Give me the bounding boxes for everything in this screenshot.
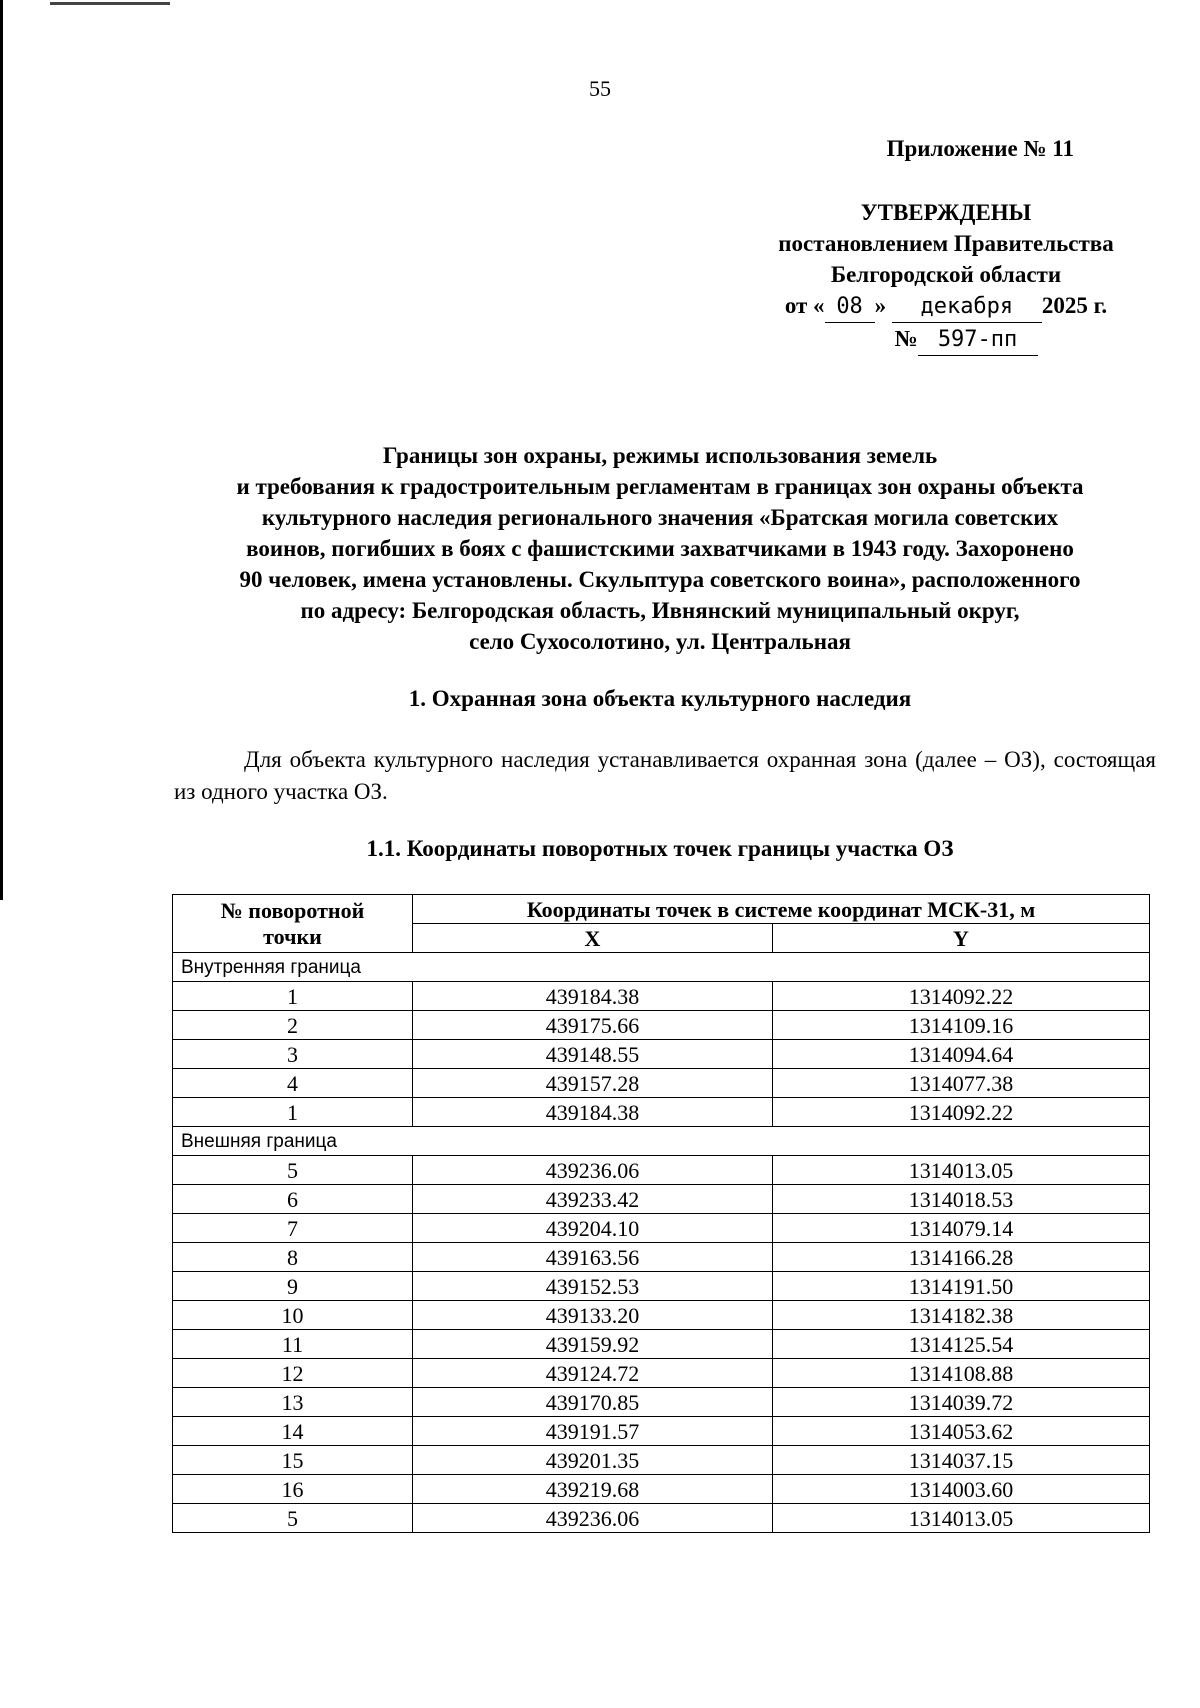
date-prefix: от « [784, 293, 825, 318]
x-coordinate-cell: 439170.85 [413, 1388, 773, 1417]
point-number-cell: 4 [173, 1069, 413, 1098]
title-line: 90 человек, имена установлены. Скульптура советского воина», расположенного [239, 567, 1081, 592]
column-header-y: Y [773, 924, 1150, 953]
point-number-cell: 7 [173, 1214, 413, 1243]
y-coordinate-cell: 1314003.60 [773, 1475, 1150, 1504]
y-coordinate-cell: 1314094.64 [773, 1040, 1150, 1069]
point-number-cell: 5 [173, 1156, 413, 1185]
y-coordinate-cell: 1314191.50 [773, 1272, 1150, 1301]
date-day: 08 [825, 291, 875, 323]
title-line: Границы зон охраны, режимы использования земель [382, 443, 938, 468]
x-coordinate-cell: 439148.55 [413, 1040, 773, 1069]
table-row [173, 1214, 1150, 1243]
point-number-cell: 15 [173, 1446, 413, 1475]
table-row [173, 1272, 1150, 1301]
y-coordinate-cell: 1314125.54 [773, 1330, 1150, 1359]
table-body [173, 953, 1150, 1533]
approval-date [736, 290, 1156, 323]
x-coordinate-cell: 439204.10 [413, 1214, 773, 1243]
title-line: по адресу: Белгородская область, Ивнянский муниципальный округ, [300, 598, 1020, 623]
x-coordinate-cell: 439236.06 [413, 1156, 773, 1185]
column-header-point [173, 895, 413, 953]
date-year: 2025 г. [1041, 293, 1108, 318]
y-coordinate-cell: 1314166.28 [773, 1243, 1150, 1272]
x-coordinate-cell: 439201.35 [413, 1446, 773, 1475]
table-row [173, 1069, 1150, 1098]
number-prefix: № [894, 326, 918, 351]
column-header-x: X [413, 924, 773, 953]
appendix-label: Приложение № 11 [886, 136, 1074, 161]
table-row [173, 1098, 1150, 1127]
x-coordinate-cell: 439219.68 [413, 1475, 773, 1504]
point-number-cell: 13 [173, 1388, 413, 1417]
page-number: 55 [589, 76, 611, 101]
x-coordinate-cell: 439175.66 [413, 1011, 773, 1040]
date-month: декабря [892, 291, 1042, 323]
y-coordinate-cell: 1314013.05 [773, 1156, 1150, 1185]
point-number-cell: 5 [173, 1504, 413, 1533]
table-row [173, 1185, 1150, 1214]
group-label: Внутренняя граница [173, 953, 1150, 982]
table-row [173, 1446, 1150, 1475]
y-coordinate-cell: 1314037.15 [773, 1446, 1150, 1475]
number-value: 597-пп [918, 324, 1038, 356]
date-mid: » [874, 293, 887, 318]
y-coordinate-cell: 1314109.16 [773, 1011, 1150, 1040]
section-1-1-heading: 1.1. Координаты поворотных точек границы участка ОЗ [366, 836, 954, 861]
point-number-cell: 16 [173, 1475, 413, 1504]
point-number-cell: 8 [173, 1243, 413, 1272]
title-line: село Сухосолотино, ул. Центральная [469, 629, 851, 654]
section-1-paragraph: Для объекта культурного наследия устанавливается охранная зона (далее – ОЗ), состоящая из одного участка ОЗ. [174, 747, 1156, 804]
y-coordinate-cell: 1314108.88 [773, 1359, 1150, 1388]
table-row [173, 1388, 1150, 1417]
x-coordinate-cell: 439191.57 [413, 1417, 773, 1446]
table-row [173, 1040, 1150, 1069]
table-row [173, 1156, 1150, 1185]
x-coordinate-cell: 439184.38 [413, 982, 773, 1011]
y-coordinate-cell: 1314182.38 [773, 1301, 1150, 1330]
approved-by-line1: постановлением Правительства [778, 231, 1114, 256]
x-coordinate-cell: 439184.38 [413, 1098, 773, 1127]
y-coordinate-cell: 1314053.62 [773, 1417, 1150, 1446]
x-coordinate-cell: 439152.53 [413, 1272, 773, 1301]
table-group-row [173, 1127, 1150, 1156]
coordinates-table [172, 894, 1150, 1533]
point-number-cell: 2 [173, 1011, 413, 1040]
column-header-point-line2: точки [263, 923, 322, 949]
table-row [173, 1417, 1150, 1446]
title-line: воинов, погибших в боях с фашистскими захватчиками в 1943 году. Захоронено [246, 536, 1074, 561]
point-number-cell: 14 [173, 1417, 413, 1446]
x-coordinate-cell: 439163.56 [413, 1243, 773, 1272]
table-row [173, 1243, 1150, 1272]
x-coordinate-cell: 439133.20 [413, 1301, 773, 1330]
table-row [173, 1504, 1150, 1533]
point-number-cell: 11 [173, 1330, 413, 1359]
y-coordinate-cell: 1314018.53 [773, 1185, 1150, 1214]
table-row [173, 1475, 1150, 1504]
section-1-heading: 1. Охранная зона объекта культурного наследия [408, 686, 912, 711]
column-header-coordinates: Координаты точек в системе координат МСК-31, м [413, 895, 1150, 924]
title-line: и требования к градостроительным регламентам в границах зон охраны объекта [236, 474, 1084, 499]
point-number-cell: 1 [173, 982, 413, 1011]
table-row [173, 1011, 1150, 1040]
y-coordinate-cell: 1314079.14 [773, 1214, 1150, 1243]
title-line: культурного наследия регионального значения «Братская могила советских [261, 505, 1059, 530]
y-coordinate-cell: 1314013.05 [773, 1504, 1150, 1533]
x-coordinate-cell: 439157.28 [413, 1069, 773, 1098]
x-coordinate-cell: 439124.72 [413, 1359, 773, 1388]
y-coordinate-cell: 1314039.72 [773, 1388, 1150, 1417]
x-coordinate-cell: 439159.92 [413, 1330, 773, 1359]
document-title [160, 440, 1160, 657]
point-number-cell: 3 [173, 1040, 413, 1069]
y-coordinate-cell: 1314092.22 [773, 1098, 1150, 1127]
scan-corner-mark [50, 2, 170, 5]
column-header-point-line1: № поворотной [220, 897, 365, 923]
point-number-cell: 10 [173, 1301, 413, 1330]
y-coordinate-cell: 1314077.38 [773, 1069, 1150, 1098]
x-coordinate-cell: 439233.42 [413, 1185, 773, 1214]
point-number-cell: 9 [173, 1272, 413, 1301]
table-row [173, 1330, 1150, 1359]
y-coordinate-cell: 1314092.22 [773, 982, 1150, 1011]
approval-number [736, 323, 1156, 356]
table-row [173, 1301, 1150, 1330]
approved-by-line2: Белгородской области [830, 262, 1062, 287]
point-number-cell: 1 [173, 1098, 413, 1127]
x-coordinate-cell: 439236.06 [413, 1504, 773, 1533]
approved-label: УТВЕРЖДЕНЫ [860, 200, 1032, 225]
group-label: Внешняя граница [173, 1127, 1150, 1156]
table-group-row [173, 953, 1150, 982]
point-number-cell: 6 [173, 1185, 413, 1214]
approval-block [736, 197, 1156, 356]
point-number-cell: 12 [173, 1359, 413, 1388]
table-row [173, 1359, 1150, 1388]
table-row [173, 982, 1150, 1011]
scan-edge-mark [0, 0, 3, 900]
